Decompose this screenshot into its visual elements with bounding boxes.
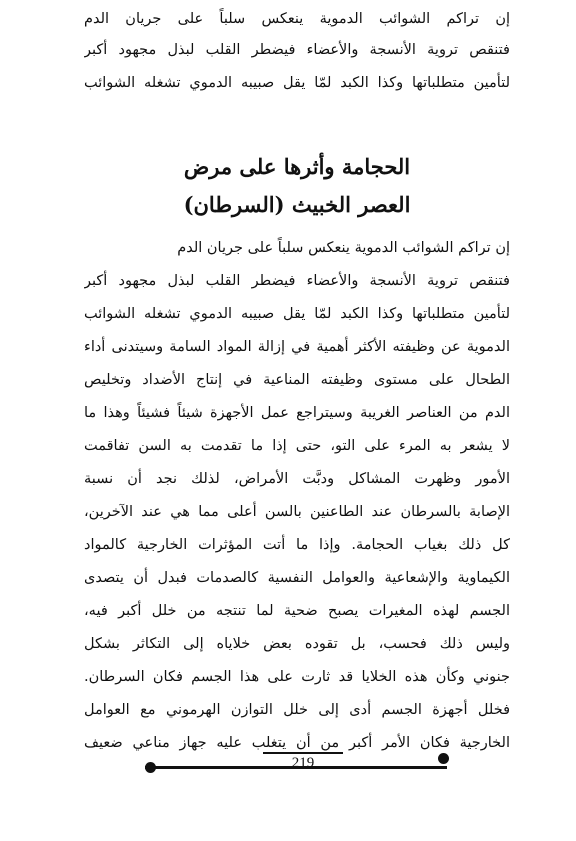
text-line: وليس ذلك فحسب، بل تقوده بعض خلاياه إلى التكاثر بشكل [84,636,510,652]
title-line: الحجامة وأثرها على مرض [183,154,411,179]
footer-dot-right [438,753,449,764]
text-line: الطحال على مستوى وظيفته المناعية في إنتاج الأضداد وتخليص [84,372,510,388]
footer-dot-left [145,762,156,773]
text-line: الأمور وظهرت المشاكل ودبَّت الأمراض، لذلك نجد أن نسبة [84,471,510,487]
page-number: 219 [291,755,315,771]
text-line: جنوني وكأن هذه الخلايا قد ثارت على هذا الجسم فكان السرطان. [84,669,510,685]
text-line: فخلل أجهزة الجسم أدى إلى خلل التوازن الهرموني مع العوامل [84,702,510,718]
text-line: الإصابة بالسرطان عند الطاعنين بالسن أعلى مما هي عند الآخرين، [84,504,510,520]
text-line: لتأمين متطلباتها وكذا الكبد لمّا يقل صبيبه الدموي تشغله الشوائب [84,75,510,91]
text-line: لا يشعر به المرء على التو، حتى إذا ما تقدمت به السن تفاقمت [84,438,510,454]
text-line: الدموية عن وظيفته الأكثر أهمية في إزالة المواد السامة وسيتدنى أداء [84,339,510,355]
body-paragraph [84,232,510,760]
text-line: الدم من العناصر الغريبة وسيتراجع عمل الأجهزة شيئاً فشيئاً وهذا ما [84,405,510,421]
text-line: كل ذلك بغياب الحجامة. وإذا ما أتت المؤثرات الخارجية كالمواد [84,537,510,553]
text-line: فتنقص تروية الأنسجة والأعضاء فيضطر القلب لبذل مجهود أكبر [84,42,510,58]
text-line: إن تراكم الشوائب الدموية ينعكس سلباً على جريان الدم [177,240,510,256]
text-line: الكيماوية والإشعاعية والعوامل النفسية كالصدمات فبدل أن يتصدى [84,570,510,586]
text-line: الجسم لهذه المغيرات يصبح ضحية لما تنتجه من خلل أكبر فيه، [84,603,510,619]
top-paragraph [84,0,510,100]
page-footer [145,752,451,782]
text-line: لتأمين متطلباتها وكذا الكبد لمّا يقل صبيبه الدموي تشغله الشوائب [84,306,510,322]
text-line: فتنقص تروية الأنسجة والأعضاء فيضطر القلب لبذل مجهود أكبر [84,273,510,289]
title-line: العصر الخبيث (السرطان) [183,192,411,217]
footer-rule [145,766,447,769]
text-line: إن تراكم الشوائب الدموية ينعكس سلباً على جريان الدم [84,11,510,27]
section-title [84,148,510,224]
text-line: الخارجية فكان الأمر أكبر من أن يتغلب عليه جهاز مناعي ضعيف [84,735,510,751]
